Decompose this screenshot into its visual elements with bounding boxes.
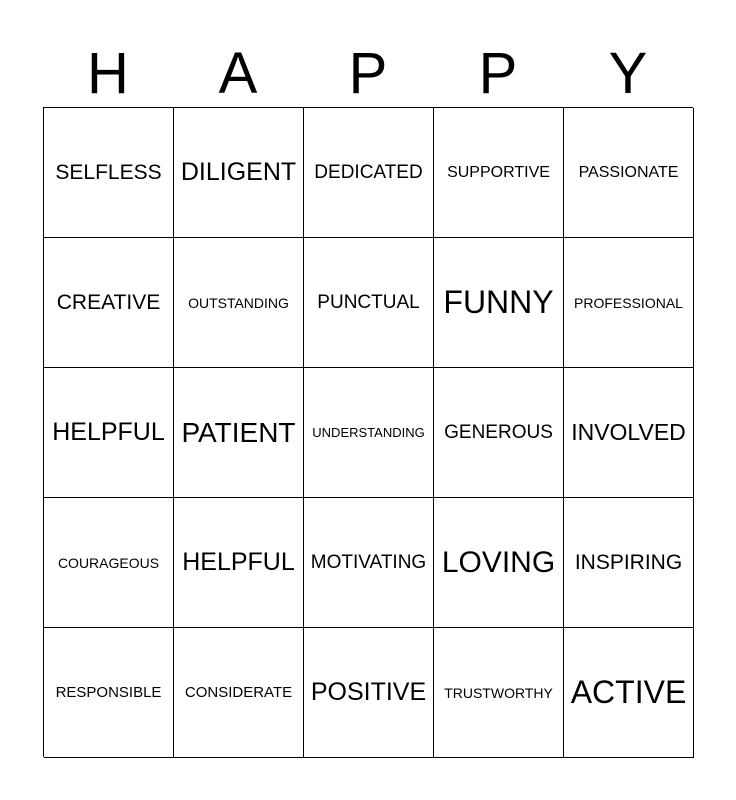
header-letter-a: A — [218, 41, 258, 106]
bingo-cell[interactable]: PATIENT — [174, 368, 304, 498]
bingo-cell[interactable]: PASSIONATE — [564, 108, 694, 238]
bingo-cell[interactable]: COURAGEOUS — [44, 498, 174, 628]
header-letter-p2: P — [478, 41, 518, 106]
bingo-cell[interactable]: DEDICATED — [304, 108, 434, 238]
bingo-cell[interactable]: LOVING — [434, 498, 564, 628]
bingo-cell[interactable]: RESPONSIBLE — [44, 628, 174, 758]
bingo-cell[interactable]: CREATIVE — [44, 238, 174, 368]
bingo-cell[interactable]: SUPPORTIVE — [434, 108, 564, 238]
bingo-cell[interactable]: HELPFUL — [44, 368, 174, 498]
bingo-cell[interactable]: MOTIVATING — [304, 498, 434, 628]
bingo-cell[interactable]: OUTSTANDING — [174, 238, 304, 368]
bingo-cell[interactable]: CONSIDERATE — [174, 628, 304, 758]
bingo-cell[interactable]: HELPFUL — [174, 498, 304, 628]
bingo-cell[interactable]: TRUSTWORTHY — [434, 628, 564, 758]
bingo-cell[interactable]: PUNCTUAL — [304, 238, 434, 368]
bingo-cell[interactable]: POSITIVE — [304, 628, 434, 758]
bingo-cell[interactable]: SELFLESS — [44, 108, 174, 238]
bingo-cell[interactable]: INVOLVED — [564, 368, 694, 498]
bingo-cell[interactable]: UNDERSTANDING — [304, 368, 434, 498]
bingo-cell[interactable]: DILIGENT — [174, 108, 304, 238]
bingo-grid — [43, 107, 693, 757]
bingo-cell[interactable]: ACTIVE — [564, 628, 694, 758]
bingo-cell[interactable]: INSPIRING — [564, 498, 694, 628]
header-letter-y: Y — [608, 41, 648, 106]
bingo-cell[interactable]: FUNNY — [434, 238, 564, 368]
bingo-header — [43, 42, 693, 106]
bingo-cell[interactable]: PROFESSIONAL — [564, 238, 694, 368]
bingo-cell[interactable]: GENEROUS — [434, 368, 564, 498]
header-letter-p1: P — [348, 41, 388, 106]
header-letter-h: H — [87, 41, 129, 106]
